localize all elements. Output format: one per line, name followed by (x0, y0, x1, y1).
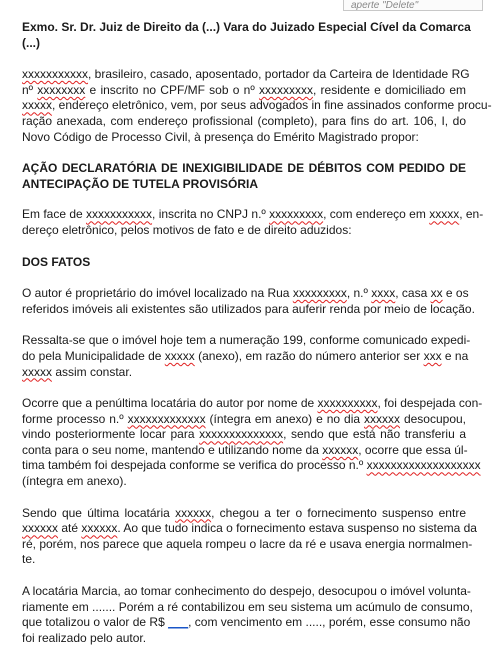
placeholder-municipality: xxxxx (164, 348, 195, 363)
placeholder-record: xxxxx (22, 364, 52, 379)
delete-tooltip: aperte "Delete" (343, 0, 483, 11)
text-segment: conta para o seu nome, mantendo e utilizando nome da (22, 442, 323, 457)
placeholder-plaintiff-name: xxxxxxxxxxx (22, 67, 88, 82)
placeholder-date: xxxxxx (364, 411, 400, 426)
text-segment: nº (22, 82, 38, 97)
text-segment: , residente e domiciliado em (312, 82, 466, 97)
placeholder-address: xxxxx (429, 207, 460, 222)
text-segment: até (58, 521, 82, 536)
text-line: te. (22, 552, 36, 567)
text-line: Novo Código de Processo Civil, à presença do Emérito Magistrado propor: (22, 129, 419, 144)
text-segment: , endereço eletrônico, vem, por seus advogados in fine assinados conforme procu- (52, 98, 492, 113)
text-line: ração anexada, com endereço profissional (completo), para fins do art. 106, I, do (22, 113, 466, 128)
text-segment: desocupou, (400, 411, 466, 426)
text-segment: , en- (459, 207, 484, 222)
text-segment: . Ao que tudo indica o fornecimento estava suspenso no sistema da (117, 521, 477, 536)
text-line: riamente em ....... Porém a ré contabilizou em seu sistema um acúmulo de consumo, (22, 599, 473, 614)
text-segment: (íntegra em anexo) e no dia (205, 411, 364, 426)
text-segment: Em face de (22, 207, 87, 222)
action-title (22, 161, 466, 192)
text-segment: que totalizou o valor de R$ (22, 615, 169, 630)
placeholder-process-number: xxxxxxxxxxxxx (127, 411, 206, 426)
placeholder-cpf: xxxxxxxxx (258, 82, 313, 97)
placeholder-old-number: xxx (423, 348, 442, 363)
placeholder-rg: xxxxxxxx (37, 82, 86, 97)
text-segment: forme processo n.º (22, 411, 128, 426)
placeholder-account-holder: xxxxxx (322, 442, 359, 457)
action-title-line-2: ANTECIPAÇÃO DE TUTELA PROVISÓRIA (22, 176, 259, 191)
text-line: A locatária Marcia, ao tomar conhecimento do despejo, desocupou o imóvel volunta- (22, 584, 471, 599)
text-segment: tima também foi despejada conforme se verifica do processo n.º (22, 458, 367, 473)
text-line: foi realizado pelo autor. (22, 630, 147, 645)
qualification-paragraph (22, 67, 492, 145)
facts-paragraph-4 (22, 505, 477, 568)
text-segment: Ocorre que a penúltima locatária do autor por nome de (22, 396, 318, 411)
text-line: ré, porém, nos parece que aquela rompeu o lacre da ré e usava energia normalmen- (22, 536, 473, 551)
text-segment: , inscrita no CNPJ n.º (152, 207, 270, 222)
facts-paragraph-5 (22, 584, 473, 646)
text-segment: , com vencimento em ....., porém, esse consumo não (188, 615, 471, 630)
text-segment: O autor é proprietário do imóvel localizado na Rua (22, 286, 293, 301)
placeholder-end-date: xxxxxx (81, 521, 118, 536)
text-segment: e os (442, 286, 469, 301)
text-segment: assim constar. (52, 364, 133, 379)
petition-document (22, 20, 492, 646)
placeholder-cnpj: xxxxxxxxx (269, 207, 324, 222)
placeholder-house: xx (430, 286, 443, 301)
text-segment: , casa (395, 286, 431, 301)
facts-title: DOS FATOS (22, 254, 91, 269)
text-segment: e na (441, 348, 469, 363)
text-segment: , n.º (346, 286, 372, 301)
text-segment: , com endereço em (323, 207, 430, 222)
placeholder-defendant-name: xxxxxxxxxxx (86, 207, 153, 222)
text-line: referidos imóveis ali existentes são utilizados para auferir renda por meio de locação. (22, 301, 475, 316)
text-segment: do pela Municipalidade de (22, 348, 165, 363)
placeholder-city: xxxxx (22, 98, 52, 113)
text-line: (íntegra em anexo). (22, 474, 127, 489)
placeholder-last-tenant: xxxxxx (175, 505, 212, 520)
court-header-line-2: (...) (22, 35, 40, 50)
defendant-paragraph (22, 207, 484, 238)
text-segment: Sendo que última locatária (22, 505, 176, 520)
placeholder-number: xxxx (371, 286, 396, 301)
placeholder-process-number-2: xxxxxxxxxxxxxxxxxxx (366, 458, 481, 473)
text-line: Ressalta-se que o imóvel hoje tem a numeração 199, conforme comunicado expedi- (22, 333, 471, 348)
action-title-line-1: AÇÃO DECLARATÓRIA DE INEXIGIBILIDADE DE DÉBITOS COM PEDIDO DE (22, 161, 466, 176)
text-segment: , brasileiro, casado, aposentado, portador da Carteira de Identidade RG (88, 67, 470, 82)
text-line: dereço eletrônico, pelos motivos de fato e de direito aduzidos: (22, 222, 352, 237)
text-segment: , sendo que está não transferiu a (283, 427, 467, 442)
facts-paragraph-1 (22, 286, 475, 317)
court-header-line-1: Exmo. Sr. Dr. Juiz de Direito da (...) Vara do Juizado Especial Cível da Comarca (22, 20, 471, 34)
facts-paragraph-2 (22, 333, 471, 380)
text-segment: , chegou a ter o fornecimento suspenso entre (211, 505, 466, 520)
text-segment: e inscrito no CPF/MF sob o nº (85, 82, 259, 97)
placeholder-street: xxxxxxxxx (292, 286, 347, 301)
text-segment: , ocorre que essa úl- (358, 442, 468, 457)
text-segment: , foi despejada con- (377, 396, 483, 411)
placeholder-former-tenant: xxxxxxxxxx (317, 396, 378, 411)
court-header (22, 20, 471, 51)
placeholder-amount: ___ (168, 615, 189, 630)
placeholder-start-date: xxxxxx (22, 521, 58, 536)
text-segment: (anexo), em razão do número anterior ser (194, 348, 424, 363)
text-segment: vindo posteriormente locar para (22, 427, 200, 442)
placeholder-new-tenant: xxxxxxxxxxxxxx (199, 427, 284, 442)
facts-paragraph-3 (22, 396, 483, 490)
